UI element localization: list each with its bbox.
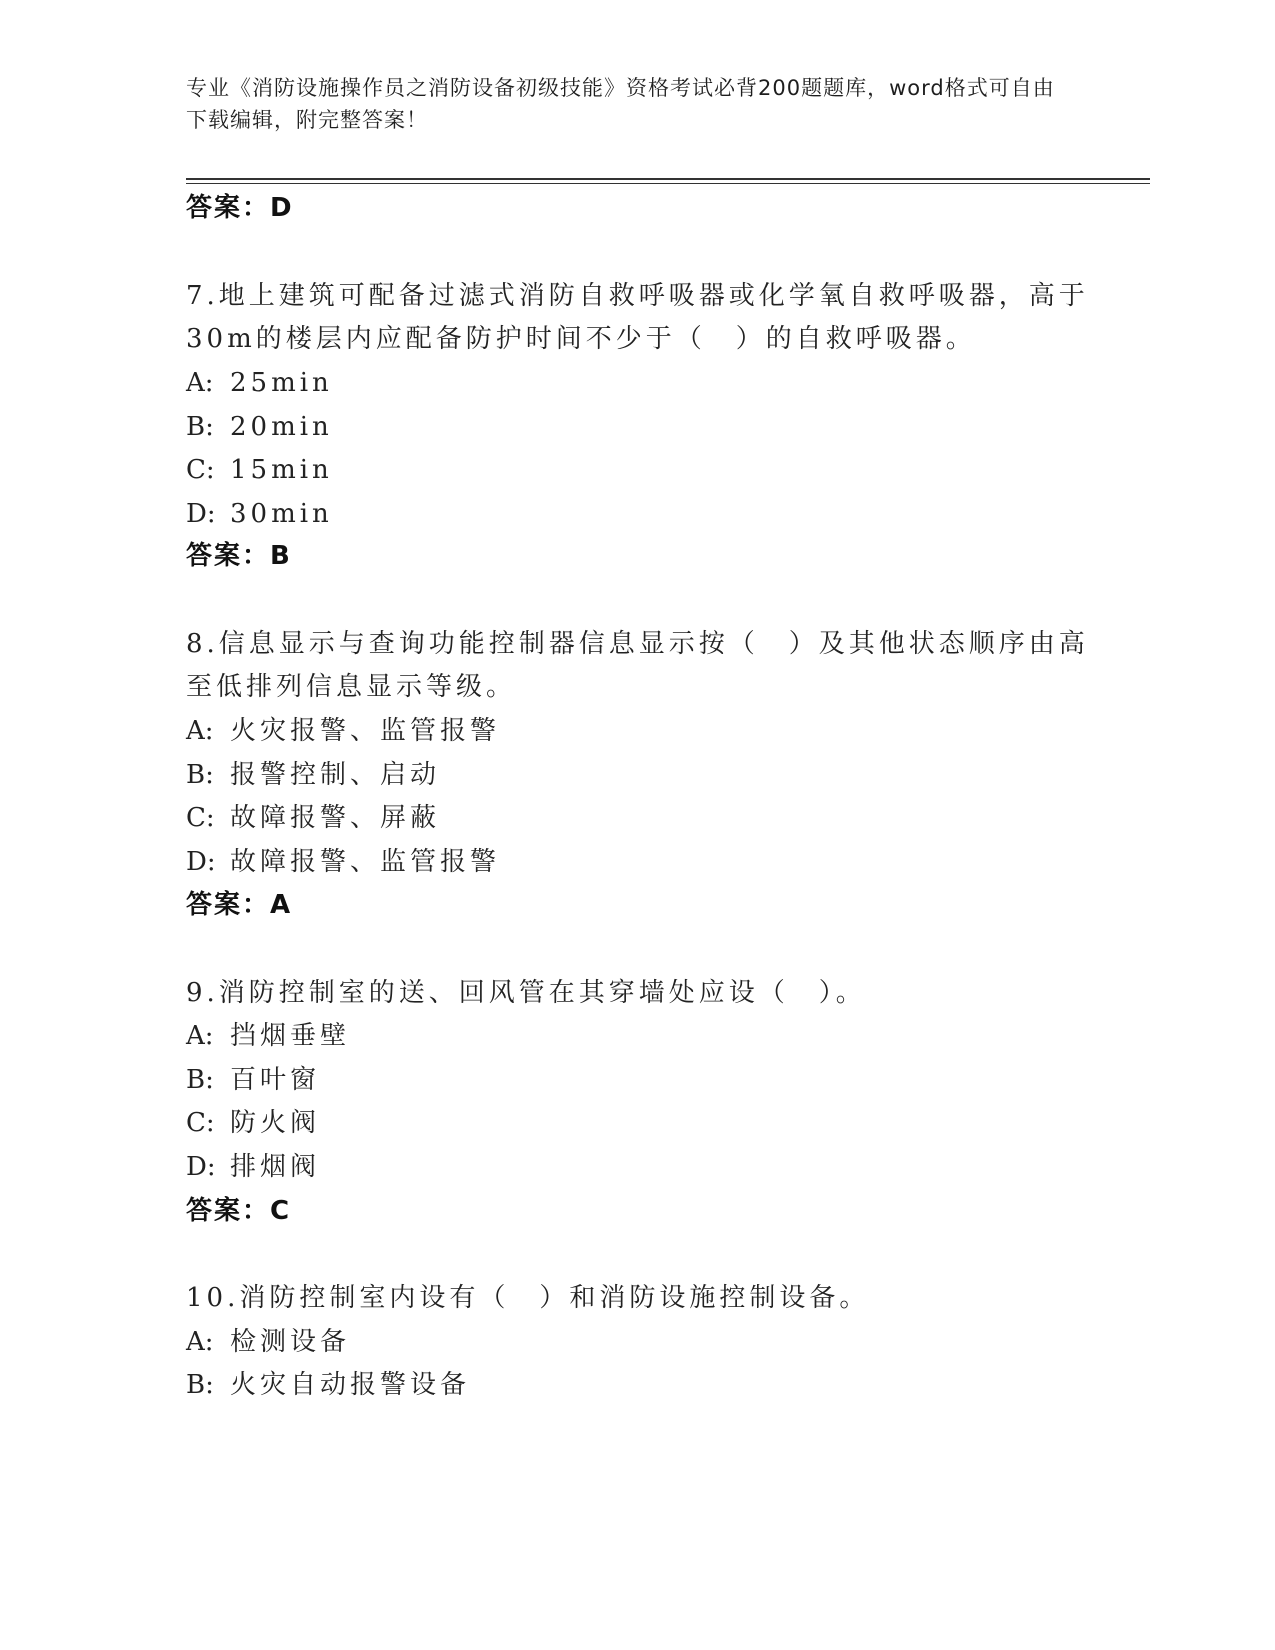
- question-8-option-c: [186, 802, 440, 834]
- option-label: B:: [186, 412, 214, 442]
- option-label: A:: [186, 368, 214, 398]
- question-9-option-a: [186, 1020, 350, 1052]
- option-label: D:: [186, 847, 216, 877]
- question-8-option-a: [186, 715, 500, 747]
- document-header: 专业《消防设施操作员之消防设备初级技能》资格考试必背200题题库，word格式可自由下载编辑，附完整答案！: [186, 76, 1055, 132]
- question-7-option-c: [186, 454, 333, 486]
- option-text: 15min: [230, 455, 333, 485]
- question-9-answer: 答案：C: [186, 1196, 292, 1226]
- question-8-stem-line-1: 8.信息显示与查询功能控制器信息显示按（ ）及其他状态顺序由高: [186, 629, 1089, 659]
- option-text: 30min: [230, 499, 333, 529]
- option-text: 火灾报警、监管报警: [230, 716, 501, 746]
- question-7-option-a: [186, 367, 333, 399]
- header-divider-thick: [186, 178, 1150, 180]
- option-label: B:: [186, 1370, 214, 1400]
- question-7-option-b: [186, 411, 333, 443]
- option-text: 故障报警、监管报警: [230, 847, 501, 877]
- question-9-option-c: [186, 1107, 320, 1139]
- option-label: A:: [186, 1021, 214, 1051]
- option-text: 故障报警、屏蔽: [230, 803, 441, 833]
- option-text: 防火阀: [230, 1108, 321, 1138]
- option-text: 挡烟垂壁: [230, 1021, 351, 1051]
- question-8-option-d: [186, 846, 500, 878]
- question-10-stem-line-1: 10.消防控制室内设有（ ）和消防设施控制设备。: [186, 1283, 870, 1313]
- option-label: B:: [186, 760, 214, 790]
- option-label: D:: [186, 499, 216, 529]
- question-9-option-d: [186, 1151, 320, 1183]
- option-label: B:: [186, 1065, 214, 1095]
- question-10-option-a: [186, 1326, 350, 1358]
- question-8-answer: 答案：A: [186, 890, 293, 920]
- option-text: 20min: [230, 412, 333, 442]
- question-8-option-b: [186, 759, 440, 791]
- question-10-option-b: [186, 1369, 470, 1401]
- question-7-answer: 答案：B: [186, 541, 292, 571]
- question-8-stem-line-2: 至低排列信息显示等级。: [186, 672, 517, 702]
- question-9-stem-line-1: 9.消防控制室的送、回风管在其穿墙处应设（ ）。: [186, 978, 866, 1008]
- option-text: 报警控制、启动: [230, 760, 441, 790]
- answer-previous: 答案：D: [186, 193, 294, 223]
- option-label: A:: [186, 1327, 214, 1357]
- header-divider-thin: [186, 183, 1150, 184]
- option-text: 排烟阀: [230, 1152, 321, 1182]
- option-label: C:: [186, 803, 215, 833]
- option-text: 火灾自动报警设备: [230, 1370, 471, 1400]
- option-label: C:: [186, 1108, 215, 1138]
- option-text: 检测设备: [230, 1327, 351, 1357]
- question-7-stem-line-2: 30m的楼层内应配备防护时间不少于（ ）的自救呼吸器。: [186, 324, 976, 354]
- option-label: C:: [186, 455, 215, 485]
- option-text: 百叶窗: [230, 1065, 321, 1095]
- question-7-option-d: [186, 498, 333, 530]
- option-text: 25min: [230, 368, 333, 398]
- question-7-stem-line-1: 7.地上建筑可配备过滤式消防自救呼吸器或化学氧自救呼吸器，高于: [186, 281, 1089, 311]
- option-label: A:: [186, 716, 214, 746]
- question-9-option-b: [186, 1064, 320, 1096]
- option-label: D:: [186, 1152, 216, 1182]
